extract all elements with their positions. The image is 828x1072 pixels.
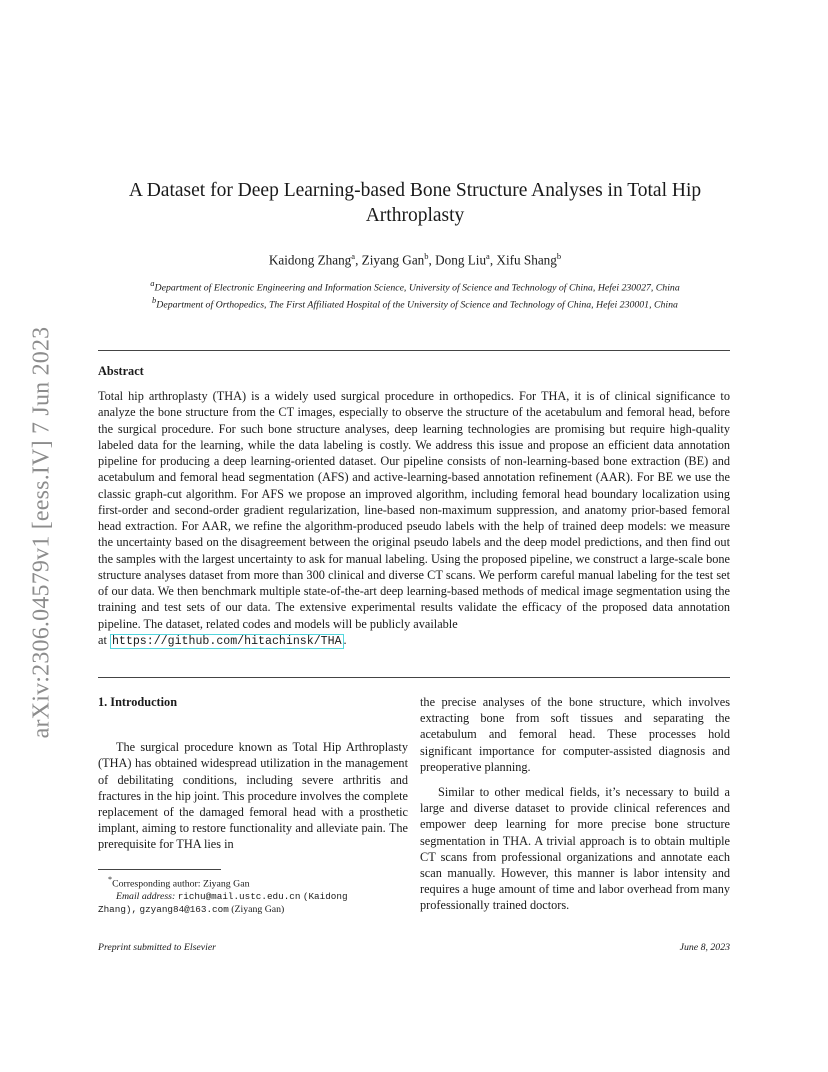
paper-title xyxy=(100,178,730,228)
right-column xyxy=(420,694,730,914)
affiliations xyxy=(90,277,740,312)
page-footer xyxy=(98,942,730,953)
author-list: Kaidong Zhang$^a$, Ziyang Gan$^b$, Dong Liu$^a$, Xifu Shang$^b$ xyxy=(268,251,562,268)
author-affiliation-mark: b xyxy=(424,251,429,261)
footnote xyxy=(98,873,408,916)
footer-date: June 8, 2023 xyxy=(679,942,730,953)
author-name: Xifu Shang xyxy=(496,252,557,268)
author-affiliation-mark: a xyxy=(351,251,356,261)
intro-paragraph-1: The surgical procedure known as Total Hip Arthroplasty (THA) has obtained widespread utilization in the management of debilitating conditions, including severe arthritis and fractures in the hip joint. This procedure involves the complete replacement of the damaged femoral head with a prosthetic implant, aiming to restore functionality and alleviate pain. The prerequisite for THA lies in xyxy=(98,740,408,852)
intro-paragraph-1-continued: the precise analyses of the bone structure, which involves extracting bone from soft tissues and separating the acetabulum and femoral head. These processes hold significant importance for computer-assisted diagnosis and preoperative planning. xyxy=(420,695,730,774)
left-column xyxy=(98,694,408,853)
abstract-heading: Abstract xyxy=(98,364,144,378)
author-name: Ziyang Gan xyxy=(361,252,425,268)
footnote-rule xyxy=(98,869,221,870)
abstract-bottom-rule xyxy=(98,677,730,678)
footer-preprint-note: Preprint submitted to Elsevier xyxy=(98,942,216,953)
footnote-corresponding: *Corresponding author: Ziyang Gan xyxy=(108,875,250,890)
github-link[interactable]: https://github.com/hitachinsk/THA xyxy=(111,634,342,648)
abstract-body: Total hip arthroplasty (THA) is a widely used surgical procedure in orthopedics. For THA, it is of clinical significance to analyze the bone structure from the CT images, especially to observe the structure of the acetabulum and femoral head, before the surgical procedure. For such bone structure analyses, deep learning technologies are promising but require high-quality labeled data for the learning, while the data labeling is costly. We address this issue and propose an efficient data annotation pipeline for producing a deep learning-oriented dataset. Our pipeline consists of non-learning-based bone extraction (BE) and acetabulum and femoral head segmentation (AFS) and active-learning-based annotation refinement (AAR). For BE we use the classic graph-cut algorithm. For AFS we propose an improved algorithm, including femoral head boundary localization using first-order and second-order gradient regularization, line-based non-maximum suppression, and anatomy prior-based femoral head extraction. For AAR, we refine the algorithm-produced pseudo labels with the help of trained deep models: we measure the uncertainty based on the disagreement between the original pseudo labels and the deep model predictions, and then find out the samples with the largest uncertainty to ask for manual labeling. Using the proposed pipeline, we construct a large-scale bone structure analyses dataset from more than 300 clinical and diverse CT scans. We perform careful manual labeling for the test set of our data. We then benchmark multiple state-of-the-art deep learning-based methods of medical image segmentation using the training and test sets of our data. The extensive experimental results validate the efficacy of the proposed data annotation pipeline. The dataset, related codes and models will be publicly available at https://github.com/hitachinsk/THA . xyxy=(98,389,730,648)
author-name: Dong Liu xyxy=(435,252,487,268)
author-name: Kaidong Zhang xyxy=(268,252,352,268)
author-affiliation-mark: b xyxy=(556,251,562,261)
abstract-text: Total hip arthroplasty (THA) is a widely used surgical procedure in orthopedics. For THA, it is of clinical significance to analyze the bone structure from the CT images, especially to observe the structure of the acetabulum and femoral head, before the surgical procedure. For such bone structure analyses, deep learning technologies are promising but require high-quality labeled data for the learning, while the data labeling is costly. We address this issue and propose an efficient data annotation pipeline for producing a deep learning-oriented dataset. Our pipeline consists of non-learning-based bone extraction (BE) and acetabulum and femoral head segmentation (AFS) and active-learning-based annotation refinement (AAR). For BE we use the classic graph-cut algorithm. For AFS we propose an improved algorithm, including femoral head boundary localization using first-order and second-order gradient regularization, line-based non-maximum suppression, and anatomy prior-based femoral head extraction. For AAR, we refine the algorithm-produced pseudo labels with the help of trained deep models: we measure the uncertainty based on the disagreement between the original pseudo labels and the deep model predictions, and then find out the samples with the largest uncertainty to ask for manual labeling. Using the proposed pipeline, we construct a large-scale bone structure analyses dataset from more than 300 clinical and diverse CT scans. We perform careful manual labeling for the test set of our data. We then benchmark multiple state-of-the-art deep learning-based methods of medical image segmentation using the training and test sets of our data. The extensive experimental results validate the efficacy of the proposed data annotation pipeline. The dataset, related codes and models will be publicly available xyxy=(98,389,730,631)
arxiv-identifier: arXiv:2306.04579v1 [eess.IV] 7 Jun 2023 xyxy=(28,326,55,738)
affiliation-a: $^a$Department of Electronic Engineering and Information Science, University of Science and Technology of China, Hefei 230027, China xyxy=(150,278,680,294)
intro-paragraph-2: Similar to other medical fields, it’s necessary to build a large and diverse dataset to provide clinical references and empower deep learning for more precise bone structure segmentation in THA. A trivial approach is to obtain multiple CT scans from professional organizations and annotate each scan manually. However, this manner is labor intensity and requires a huge amount of time and labor overhead from many professionally trained doctors. xyxy=(420,785,730,913)
arxiv-side-stamp xyxy=(22,296,62,768)
affiliation-b: $^b$Department of Orthopedics, The First Affiliated Hospital of the University of Science and Technology of China, Hefei 230001, China xyxy=(152,295,678,311)
email-address[interactable]: richu@mail.ustc.edu.cn xyxy=(177,891,301,903)
paper-title-line2: Arthroplasty xyxy=(365,205,465,226)
abstract-top-rule xyxy=(98,350,730,351)
section-heading-introduction: 1. Introduction xyxy=(98,695,178,709)
footnote-emails: Email address: richu@mail.ustc.edu.cn (Kaidong Zhang), gzyang84@163.com (Ziyang Gan) xyxy=(98,891,348,916)
paper-title-line1: A Dataset for Deep Learning-based Bone Structure Analyses in Total Hip xyxy=(128,180,702,201)
email-address[interactable]: gzyang84@163.com xyxy=(139,904,229,916)
author-affiliation-mark: a xyxy=(486,251,490,261)
